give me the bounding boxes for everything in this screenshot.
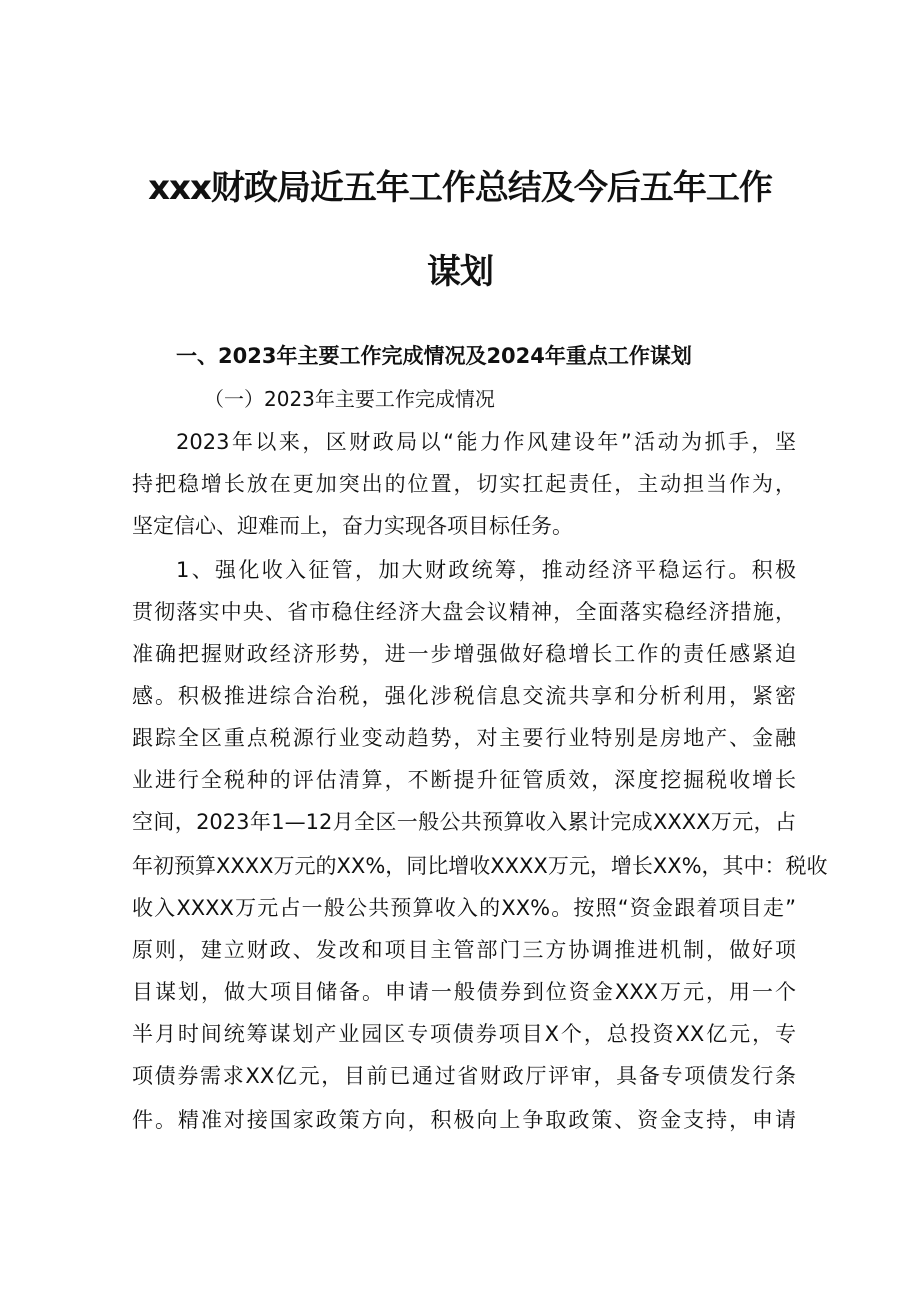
paragraph-1-line-1: 2023年以来，区财政局以“能力作风建设年”活动为抓手，坚: [176, 430, 796, 454]
paragraph-2-line-14: 件。精准对接国家政策方向，积极向上争取政策、资金支持，申请: [132, 1108, 796, 1132]
section-heading-1: 一、2023年主要工作完成情况及2024年重点工作谋划: [176, 344, 692, 368]
paragraph-2-line-1: 1、强化收入征管，加大财政统筹，推动经济平稳运行。积极: [176, 558, 796, 582]
paragraph-2-line-10: 原则，建立财政、发改和项目主管部门三方协调推进机制，做好项: [132, 938, 796, 962]
paragraph-2-line-9: 收入XXXX万元占一般公共预算收入的XX%。按照“资金跟着项目走”: [132, 896, 796, 920]
paragraph-2-line-11: 目谋划，做大项目储备。申请一般债券到位资金XXX万元，用一个: [132, 980, 796, 1004]
subsection-heading-1: （一）2023年主要工作完成情况: [204, 387, 495, 411]
paragraph-2-line-8: 年初预算XXXX万元的XX%，同比增收XXXX万元，增长XX%，其中：税收: [132, 854, 828, 878]
document-title-line-1: xxx财政局近五年工作总结及今后五年工作: [148, 168, 772, 208]
document-title-line-2: 谋划: [427, 252, 493, 292]
paragraph-2-line-2: 贯彻落实中央、省市稳住经济大盘会议精神，全面落实稳经济措施，: [132, 600, 796, 624]
paragraph-2-line-4: 感。积极推进综合治税，强化涉税信息交流共享和分析利用，紧密: [132, 684, 796, 708]
paragraph-2-line-5: 跟踪全区重点税源行业变动趋势，对主要行业特别是房地产、金融: [132, 726, 796, 750]
paragraph-1-line-3: 坚定信心、迎难而上，奋力实现各项目标任务。: [132, 514, 573, 538]
paragraph-2-line-13: 项债券需求XX亿元，目前已通过省财政厅评审，具备专项债发行条: [132, 1064, 796, 1088]
paragraph-2-line-6: 业进行全税种的评估清算，不断提升征管质效，深度挖掘税收增长: [132, 768, 796, 792]
paragraph-2-line-7: 空间，2023年1—12月全区一般公共预算收入累计完成XXXX万元，占: [132, 810, 796, 834]
paragraph-1-line-2: 持把稳增长放在更加突出的位置，切实扛起责任，主动担当作为，: [132, 472, 796, 496]
paragraph-2-line-3: 准确把握财政经济形势，进一步增强做好稳增长工作的责任感紧迫: [132, 642, 796, 666]
paragraph-2-line-12: 半月时间统筹谋划产业园区专项债券项目X个，总投资XX亿元，专: [132, 1022, 796, 1046]
